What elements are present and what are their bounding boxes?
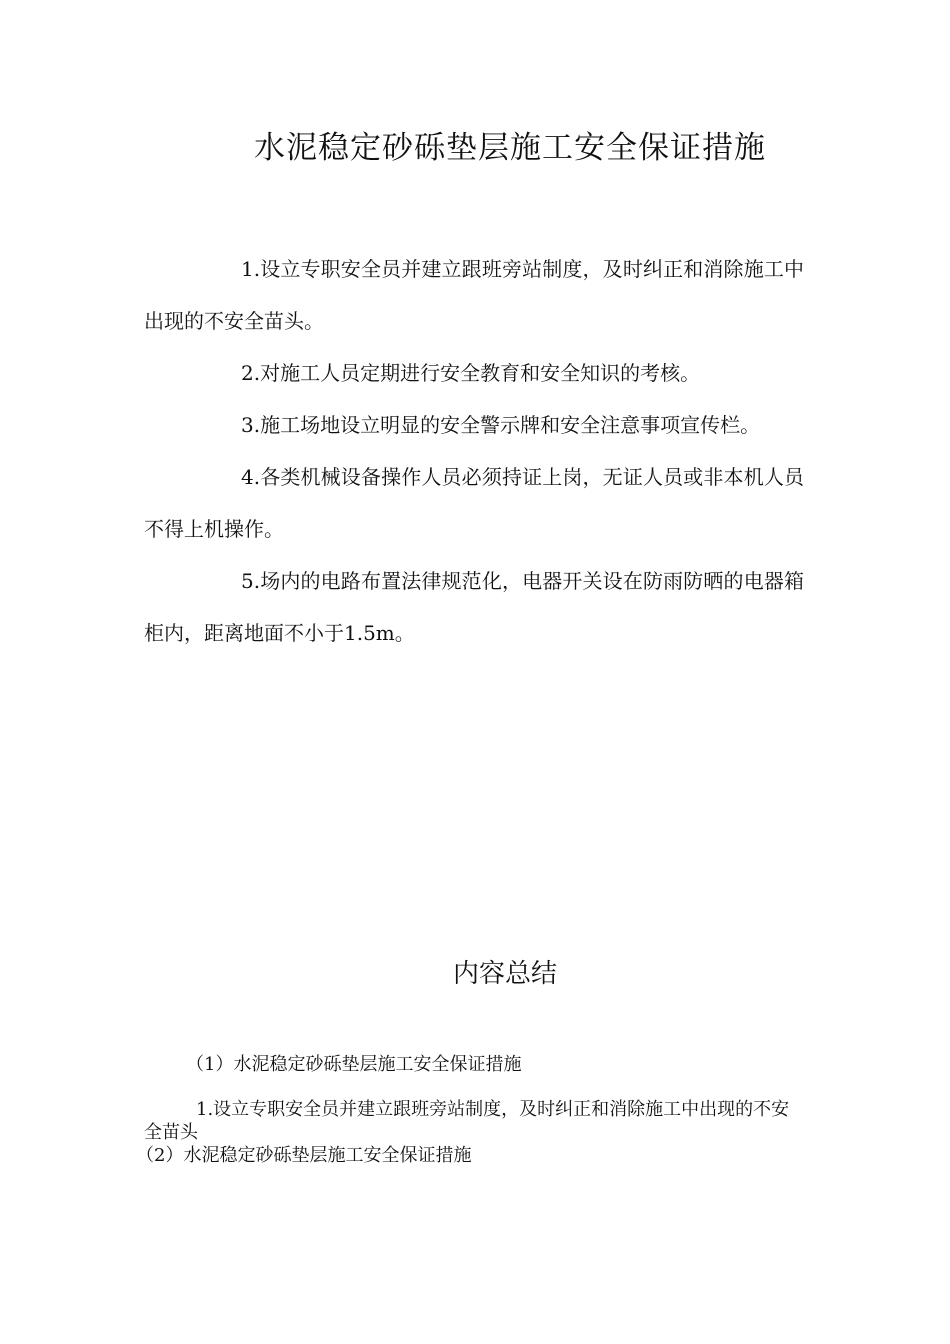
summary-title: 内容总结 <box>452 959 557 989</box>
paragraph-5: 5.场内的电路布置法律规范化，电器开关设在防雨防晒的电器箱柜内，距离地面不小于1.5m。 <box>144 569 804 645</box>
summary-heading-2: （2）水泥稳定砂砾垫层施工安全保证措施 <box>136 1145 472 1166</box>
summary-section <box>136 1050 804 1168</box>
paragraph-3: 3.施工场地设立明显的安全警示牌和安全注意事项宣传栏。 <box>241 413 761 437</box>
summary-heading-1: （1）水泥稳定砂砾垫层施工安全保证措施 <box>186 1054 522 1075</box>
document-title: 水泥稳定砂砾垫层施工安全保证措施 <box>254 130 766 166</box>
paragraph-2: 2.对施工人员定期进行安全教育和安全知识的考核。 <box>241 361 701 385</box>
paragraph-1: 1.设立专职安全员并建立跟班旁站制度，及时纠正和消除施工中出现的不安全苗头。 <box>144 257 804 333</box>
summary-item-1: 1.设立专职安全员并建立跟班旁站制度，及时纠正和消除施工中出现的不安全苗头 <box>144 1099 790 1143</box>
document-body <box>144 243 804 659</box>
paragraph-4: 4.各类机械设备操作人员必须持证上岗，无证人员或非本机人员不得上机操作。 <box>144 465 804 541</box>
